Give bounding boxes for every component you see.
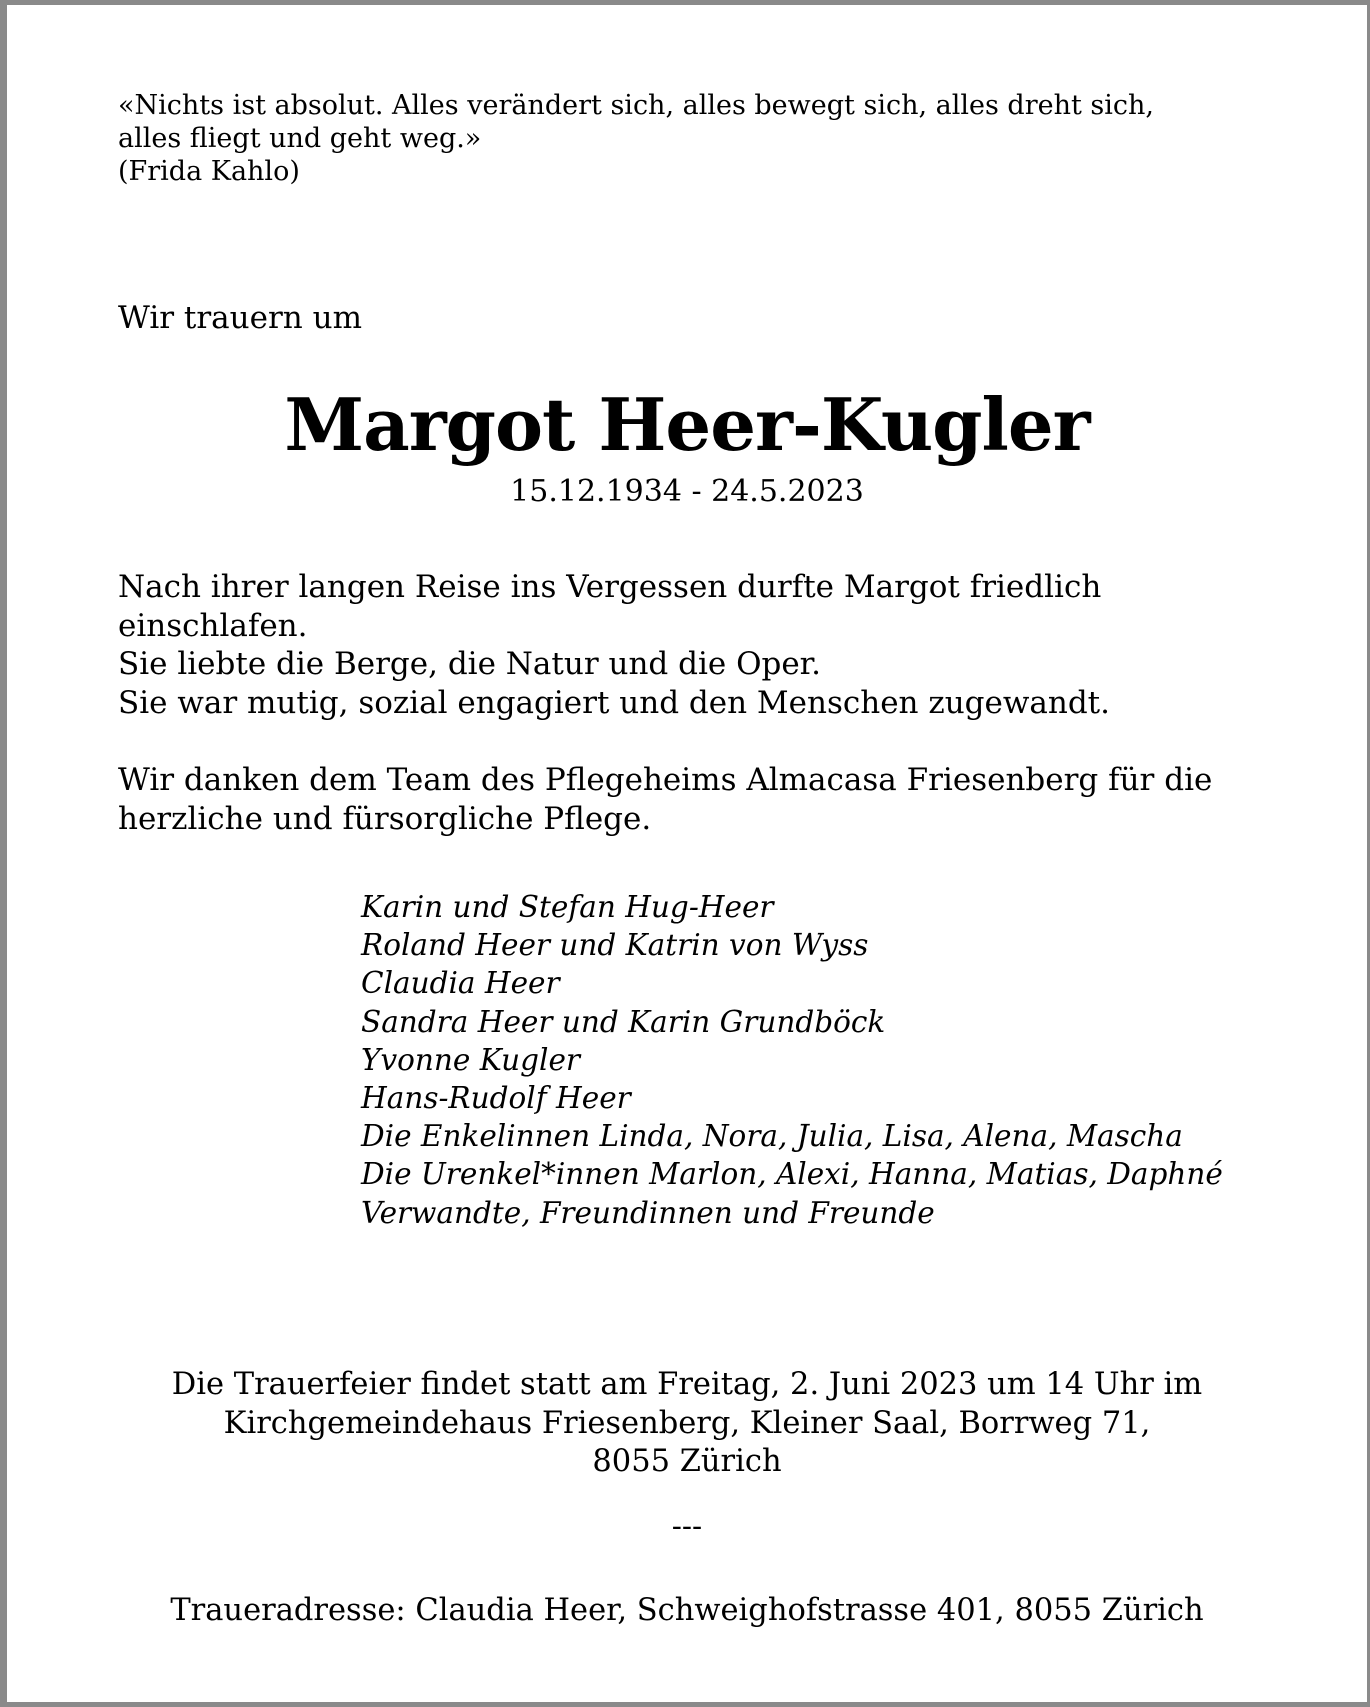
body-paragraph-1 xyxy=(118,568,1110,722)
body-line: Wir danken dem Team des Pflegeheims Almacasa Friesenberg für die xyxy=(118,762,1213,798)
mourner-entry: Die Urenkel*innen Marlon, Alexi, Hanna, Matias, Daphné xyxy=(361,1157,1223,1192)
mourning-address: Traueradresse: Claudia Heer, Schweighofstrasse 401, 8055 Zürich xyxy=(170,1593,1204,1628)
mourners-list xyxy=(361,888,1223,1232)
intro-text: Wir trauern um xyxy=(118,300,362,336)
mourner-entry: Verwandte, Freundinnen und Freunde xyxy=(361,1195,935,1230)
body-line: Sie liebte die Berge, die Natur und die Oper. xyxy=(118,646,821,682)
mourner-entry: Hans-Rudolf Heer xyxy=(361,1081,631,1116)
quote-line: «Nichts ist absolut. Alles verändert sich, alles bewegt sich, alles dreht sich, xyxy=(118,90,1154,121)
mourner-entry: Sandra Heer und Karin Grundböck xyxy=(361,1004,886,1039)
deceased-name: Margot Heer-Kugler xyxy=(284,382,1090,467)
body-line: Nach ihrer langen Reise ins Vergessen durfte Margot friedlich xyxy=(118,569,1102,605)
ceremony-line: Kirchgemeindehaus Friesenberg, Kleiner Saal, Borrweg 71, xyxy=(223,1405,1151,1441)
mourner-entry: Yvonne Kugler xyxy=(361,1042,581,1077)
separator: --- xyxy=(671,1509,703,1544)
body-line: einschlafen. xyxy=(118,607,308,644)
mourner-entry: Roland Heer und Katrin von Wyss xyxy=(361,928,869,963)
body-line: herzliche und fürsorgliche Pflege. xyxy=(118,800,652,837)
ceremony-line: Die Trauerfeier findet statt am Freitag, 2. Juni 2023 um 14 Uhr im xyxy=(171,1367,1203,1402)
epigraph-quote xyxy=(118,89,1154,188)
body-line: Sie war mutig, sozial engagiert und den Menschen zugewandt. xyxy=(118,684,1110,721)
quote-attribution: (Frida Kahlo) xyxy=(118,156,300,187)
body-paragraph-2 xyxy=(118,761,1212,838)
quote-line: alles fliegt und geht weg.» xyxy=(118,123,482,154)
ceremony-info xyxy=(7,1366,1367,1482)
mourner-entry: Claudia Heer xyxy=(361,966,560,1001)
mourner-entry: Die Enkelinnen Linda, Nora, Julia, Lisa, Alena, Mascha xyxy=(361,1119,1183,1154)
mourner-entry: Karin und Stefan Hug-Heer xyxy=(361,890,774,924)
life-dates: 15.12.1934 - 24.5.2023 xyxy=(510,474,864,509)
ceremony-line: 8055 Zürich xyxy=(592,1444,782,1479)
